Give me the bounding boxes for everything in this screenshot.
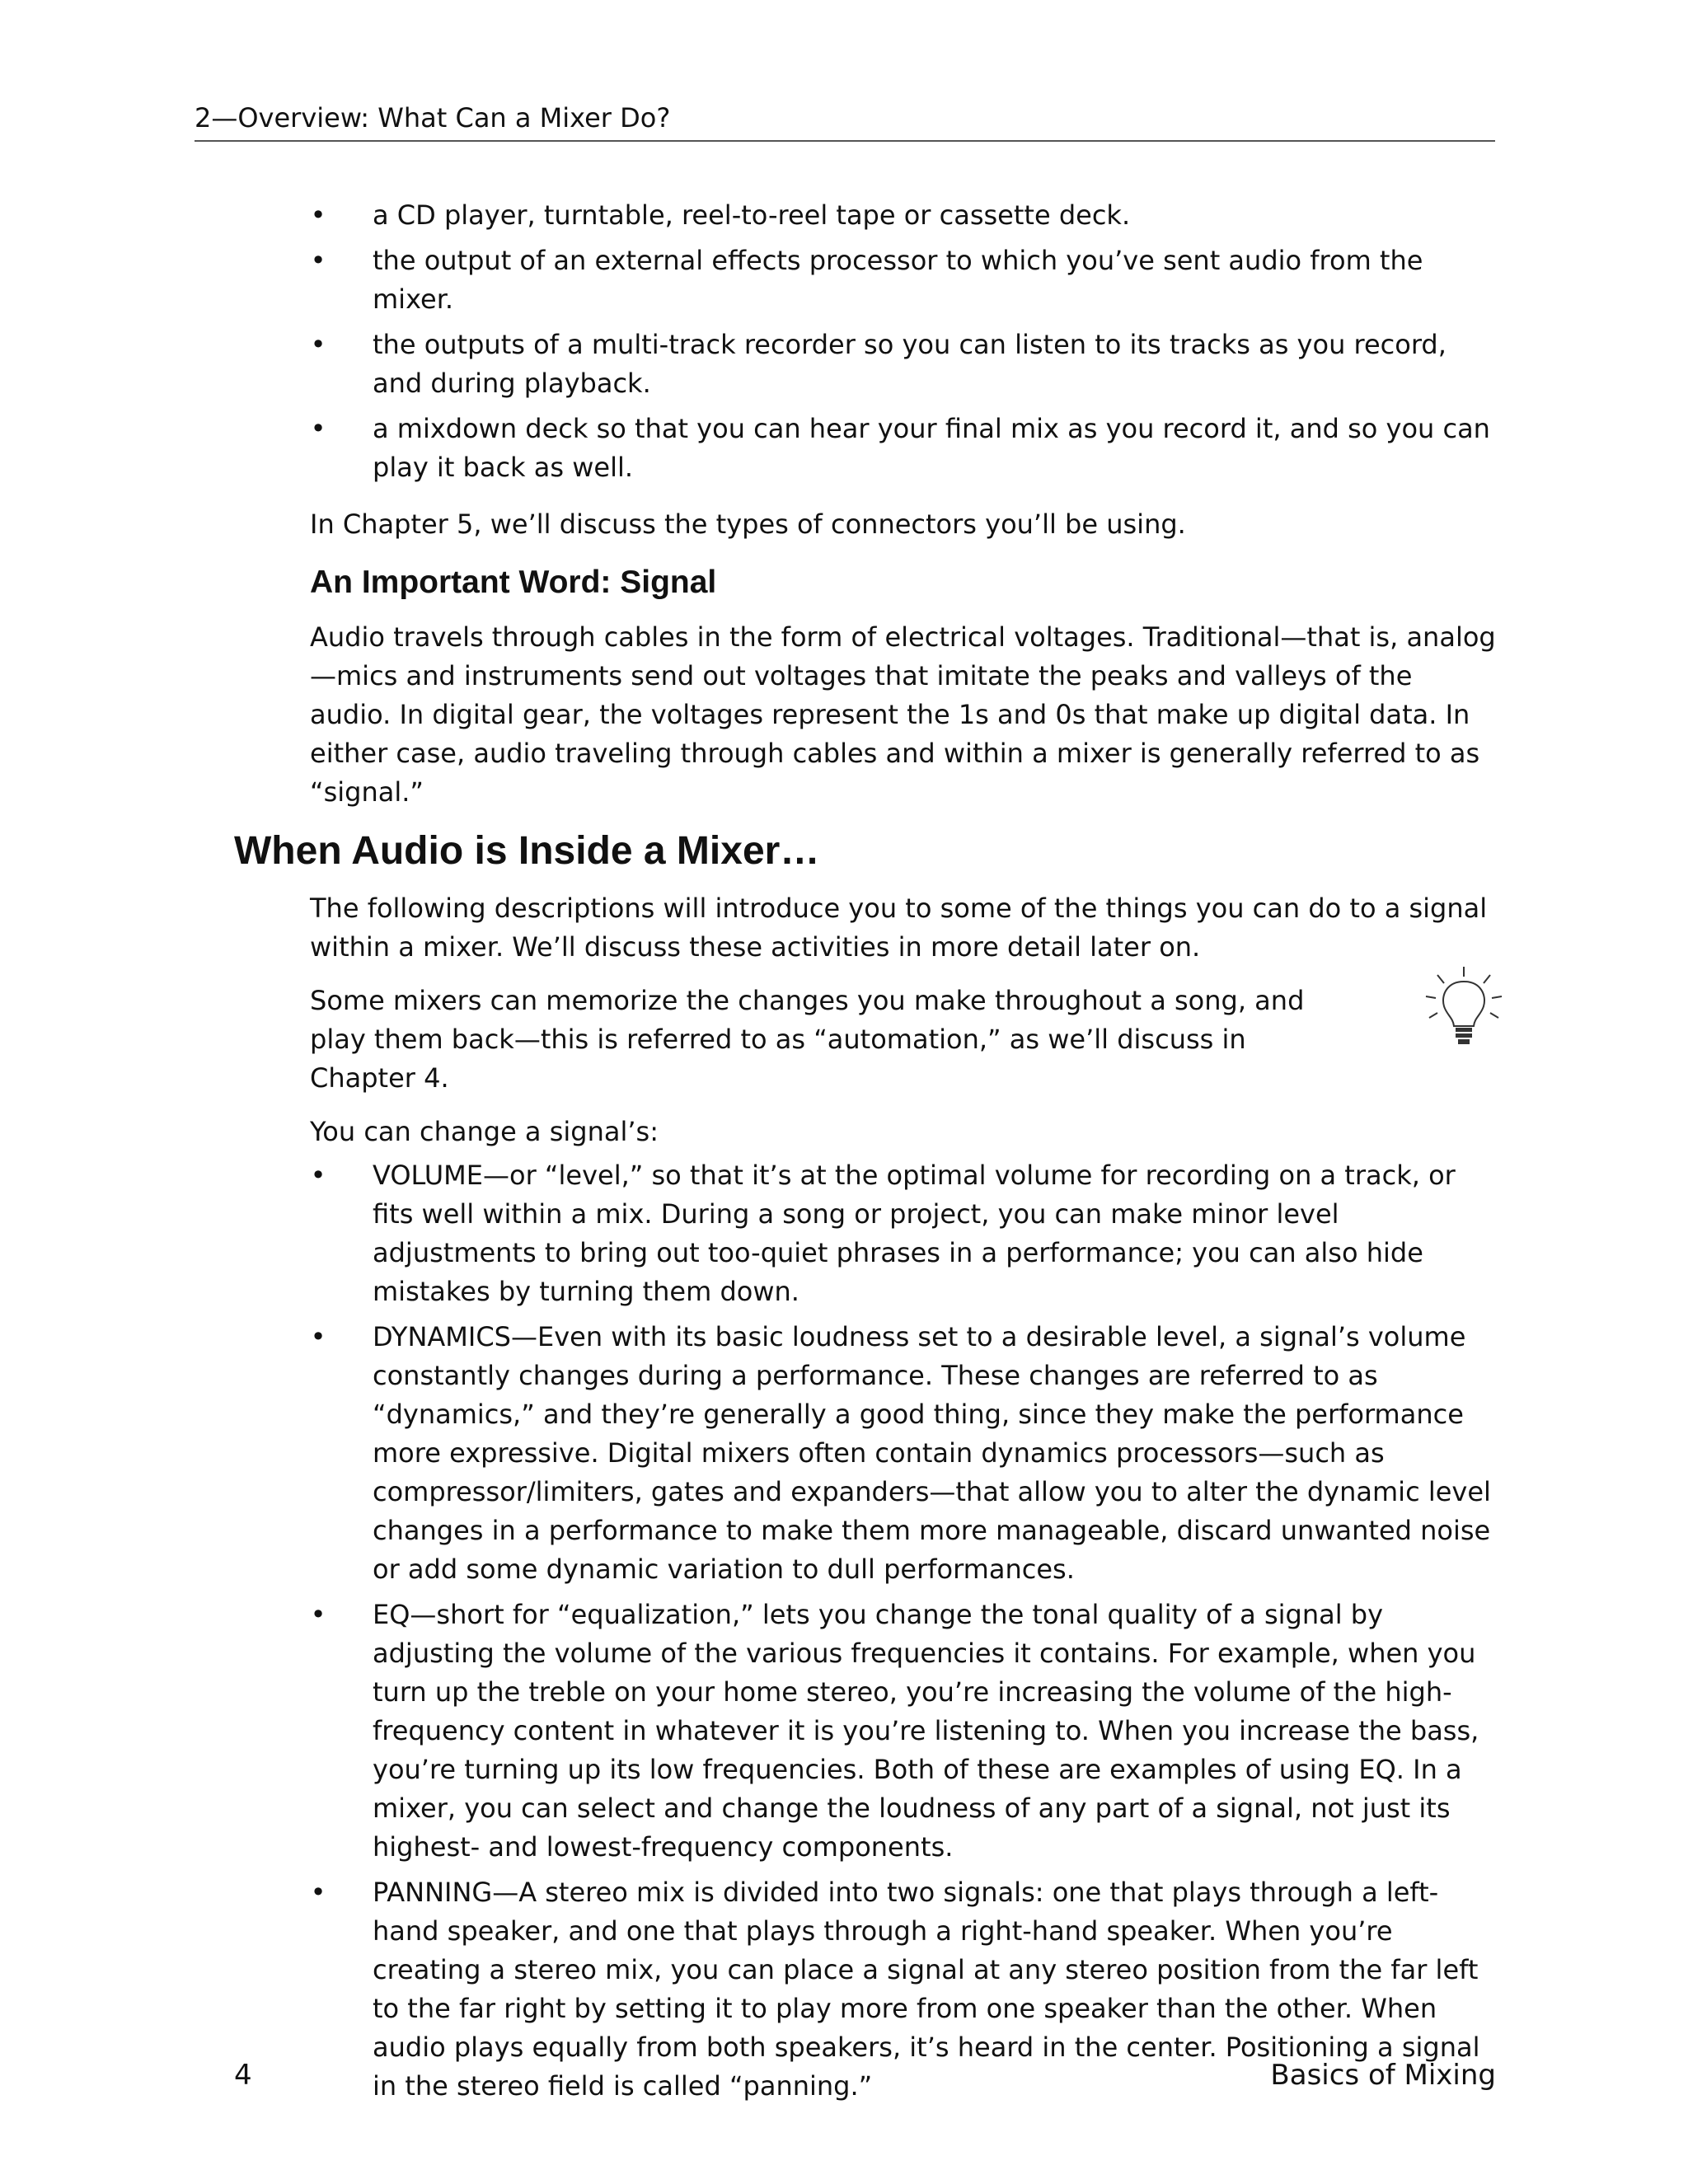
bullet-icon: •: [310, 199, 326, 231]
header-rule: [195, 140, 1495, 142]
tip-block: [310, 982, 1497, 1098]
bullet-icon: •: [310, 245, 326, 276]
list-item-text: PANNING—A stereo mix is divided into two signals: one that plays through a left-hand speaker, and one that plays through a right-hand speaker. When you’re creating a stereo mix, you can place a signal at any stereo position from the far left to the far right by setting it to play more from one speaker than the other. When audio plays equally from both speakers, it’s heard in the center. Positioning a signal in the stereo field is called “panning.”: [373, 1877, 1480, 2102]
list-item: [310, 1318, 1497, 1589]
list-item-text: the outputs of a multi-track recorder so you can listen to its tracks as you record, and during playback.: [373, 329, 1447, 399]
bullet-icon: •: [310, 1160, 326, 1191]
inside-mixer-heading: When Audio is Inside a Mixer…: [234, 829, 820, 873]
signal-list: [310, 1156, 1497, 2106]
bullet-icon: •: [310, 413, 326, 444]
signal-heading: An Important Word: Signal: [310, 565, 717, 600]
book-title: Basics of Mixing: [1270, 2059, 1496, 2092]
lead-paragraph: You can change a signal’s:: [310, 1116, 659, 1147]
list-item-text: a mixdown deck so that you can hear your final mix as you record it, and so you can play it back as well.: [373, 413, 1490, 483]
list-item: [310, 1596, 1497, 1867]
list-item: [310, 196, 1497, 235]
list-item: [310, 241, 1497, 319]
intro-paragraph: The following descriptions will introduce you to some of the things you can do to a signal within a mixer. We’ll discuss these activities in more detail later on.: [310, 893, 1488, 963]
list-item-text: DYNAMICS—Even with its basic loudness set to a desirable level, a signal’s volume constantly changes during a performance. These changes are referred to as “dynamics,” and they’re generally a good thing, since they make the performance more expressive. Digital mixers often contain dynamics processors—such as compressor/limiters, gates and expanders—that allow you to alter the dynamic level changes in a performance to make them more manageable, discard unwanted noise or add some dynamic variation to dull performances.: [373, 1321, 1491, 1585]
lightbulb-icon: [1423, 965, 1505, 1056]
list-item: [310, 326, 1497, 403]
source-list: [310, 196, 1497, 487]
page-content: [234, 196, 1497, 2112]
bullet-icon: •: [310, 329, 326, 360]
list-item-text: a CD player, turntable, reel-to-reel tape or cassette deck.: [373, 199, 1131, 231]
signal-paragraph: Audio travels through cables in the form of electrical voltages. Traditional—that is, analog—mics and instruments send out voltages that imitate the peaks and valleys of the audio. In digital gear, the voltages represent the 1s and 0s that make up digital data. In either case, audio traveling through cables and within a mixer is generally referred to as “signal.”: [310, 621, 1496, 808]
tip-paragraph: Some mixers can memorize the changes you make throughout a song, and play them back—this is referred to as “automation,” as we’ll discuss in Chapter 4.: [310, 985, 1305, 1094]
page-number: 4: [234, 2059, 252, 2092]
list-item-text: the output of an external effects processor to which you’ve sent audio from the mixer.: [373, 245, 1423, 315]
connectors-paragraph: In Chapter 5, we’ll discuss the types of connectors you’ll be using.: [310, 509, 1186, 540]
bullet-icon: •: [310, 1877, 326, 1908]
bullet-icon: •: [310, 1321, 326, 1352]
running-head: 2—Overview: What Can a Mixer Do?: [195, 102, 671, 134]
list-item-text: VOLUME—or “level,” so that it’s at the optimal volume for recording on a track, or fits well within a mix. During a song or project, you can make minor level adjustments to bring out too-quiet phrases in a performance; you can also hide mistakes by turning them down.: [373, 1160, 1456, 1307]
list-item: [310, 1156, 1497, 1311]
list-item-text: EQ—short for “equalization,” lets you change the tonal quality of a signal by adjusting the volume of the various frequencies it contains. For example, when you turn up the treble on your home stereo, you’re increasing the volume of the high-frequency content in whatever it is you’re listening to. When you increase the bass, you’re turning up its low frequencies. Both of these are examples of using EQ. In a mixer, you can select and change the loudness of any part of a signal, not just its highest- and lowest-frequency components.: [373, 1599, 1479, 1863]
list-item: [310, 410, 1497, 487]
bullet-icon: •: [310, 1599, 326, 1630]
